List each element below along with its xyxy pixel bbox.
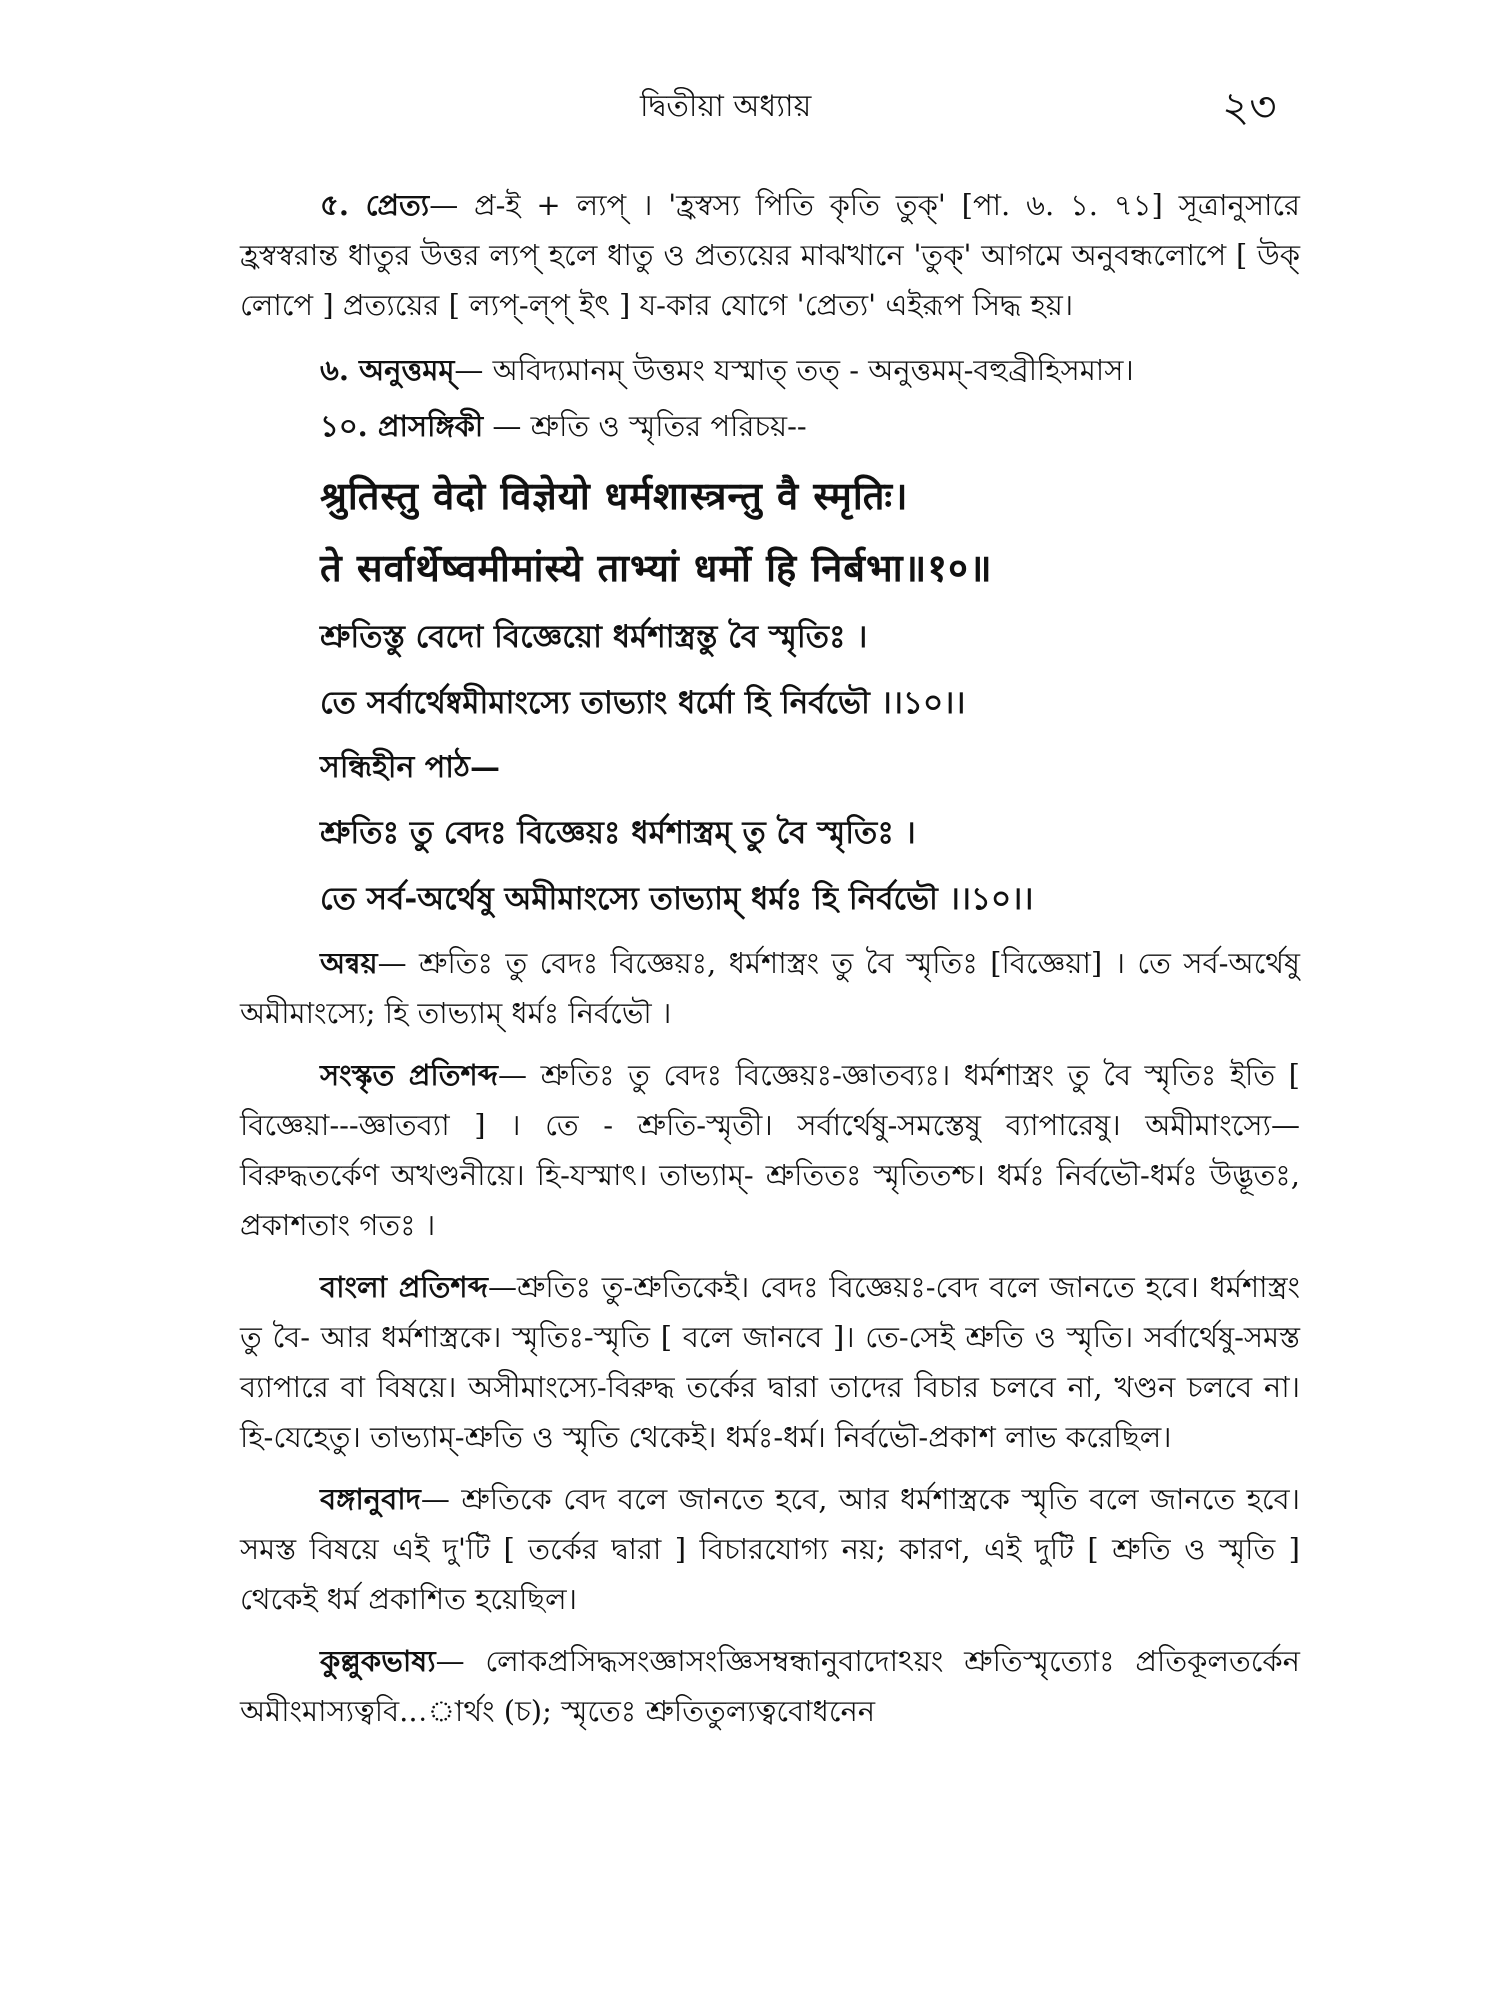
note-body: — অবিদ্যমানম্ উত্তমং যস্মাত্ তত্ - অনুত্তমম্-বহুব্রীহিসমাস। (454, 353, 1134, 387)
anvaya-term: অন্বয় (320, 946, 378, 980)
page-number: ২৩ (1222, 82, 1277, 131)
note-prasangiki (320, 398, 1300, 454)
kullukabhashya-term: কুল্লুকভাষ্য (320, 1644, 436, 1678)
anvaya-paragraph (240, 938, 1300, 1038)
note-pretya (240, 180, 1300, 330)
bangla-synonyms-term: বাংলা প্রতিশব্দ (320, 1270, 488, 1304)
kullukabhashya-paragraph (240, 1636, 1300, 1736)
translation-term: বঙ্গানুবাদ (320, 1482, 421, 1516)
sandhi-line-2: তে সর্ব-অর্থেষু অমীমাংস্যে তাভ্যাম্ ধর্মঃ হি নির্বভৌ ।।১০।। (320, 881, 1034, 917)
sanskrit-synonyms-paragraph (240, 1050, 1300, 1250)
sandhi-line-1: শ্রুতিঃ তু বেদঃ বিজ্ঞেয়ঃ ধর্মশাস্ত্রম্ তু বৈ স্মৃতিঃ । (320, 815, 916, 851)
note-body: — শ্রুতি ও স্মৃতির পরিচয়-- (483, 409, 807, 443)
verse-devanagari-line-2: ते सर्वार्थेष्वमीमांस्ये ताभ्यां धर्मो हि निर्बभा॥१०॥ (320, 545, 993, 590)
page-content (240, 180, 1300, 1748)
bangla-synonyms-body: —শ্রুতিঃ তু-শ্রুতিকেই। বেদঃ বিজ্ঞেয়ঃ-বেদ বলে জানতে হবে। ধর্মশাস্ত্রং তু বৈ- আর ধর্মশাস্ত্রকে। স্মৃতিঃ-স্মৃতি [ বলে জানবে ]। তে-সেই শ্রুতি ও স্মৃতি। সর্বার্থেষু-সমস্ত ব্যাপারে বা বিষয়ে। অসীমাংস্যে-বিরুদ্ধ তর্কের দ্বারা তাদের বিচার চলবে না, খণ্ডন চলবে না। হি-যেহেতু। তাভ্যাম্-শ্রুতি ও স্মৃতি থেকেই। ধর্মঃ-ধর্ম। নির্বভৌ-প্রকাশ লাভ করেছিল। (240, 1270, 1301, 1454)
note-term: ৬. অনুত্তমম্ (320, 353, 455, 387)
bangla-synonyms-paragraph (240, 1262, 1300, 1462)
running-head (0, 82, 1500, 131)
sandhi-heading: সন্ধিহীন পাঠ— (320, 750, 500, 785)
note-anuttamam (320, 342, 1300, 398)
sanskrit-synonyms-body: — শ্রুতিঃ তু বেদঃ বিজ্ঞেয়ঃ-জ্ঞাতব্যঃ। ধর্মশাস্ত্রং তু বৈ স্মৃতিঃ ইতি [ বিজ্ঞেয়া---জ্ঞাতব্যা ] । তে - শ্রুতি-স্মৃতী। সর্বার্থেষু-সমস্তেষু ব্যাপারেষু। অমীমাংস্যে—বিরুদ্ধতর্কেণ অখণ্ডনীয়ে। হি-যস্মাৎ। তাভ্যাম্- শ্রুতিতঃ স্মৃতিতশ্চ। ধর্মঃ নির্বভৌ-ধর্মঃ উদ্ভূতঃ, প্রকাশতাং গতঃ । (240, 1058, 1300, 1242)
kullukabhashya-body: — লোকপ্রসিদ্ধসংজ্ঞাসংজ্ঞিসম্বন্ধানুবাদোঽয়ং শ্রুতিস্মৃত্যোঃ প্রতিকূলতর্কেন অমীংমাস্যত্ববি...ার্থং (চ); স্মৃতেঃ শ্রুতিতুল্যত্ববোধনেন (240, 1644, 1300, 1728)
translation-body: — শ্রুতিকে বেদ বলে জানতে হবে, আর ধর্মশাস্ত্রকে স্মৃতি বলে জানতে হবে। সমস্ত বিষয়ে এই দু'টি [ তর্কের দ্বারা ] বিচারযোগ্য নয়; কারণ, এই দুটি [ শ্রুতি ও স্মৃতি ] থেকেই ধর্ম প্রকাশিত হয়েছিল। (240, 1482, 1300, 1616)
translation-paragraph (240, 1474, 1300, 1624)
note-term: ১০. প্রাসঙ্গিকী (320, 409, 484, 443)
note-term: ৫. প্রেত্য (320, 188, 430, 222)
verse-bengali-line-2: তে সর্বার্থেষ্বমীমাংস্যে তাভ্যাং ধর্মো হি নির্বভৌ ।।১০।। (320, 685, 966, 721)
chapter-title: দ্বিতীয়া অধ্যায় (640, 89, 812, 124)
note-body: — প্র-ই + ল্যপ্ । 'হ্রস্বস্য পিতি কৃতি তুক্' [পা. ৬. ১. ৭১] সূত্রানুসারে হ্রস্বস্বরান্ত ধাতুর উত্তর ল্যপ্ হলে ধাতু ও প্রত্যয়ের মাঝখানে 'তুক্' আগমে অনুবন্ধলোপে [ উক্ লোপে ] প্রত্যয়ের [ ল্যপ্-ল্প্ ইৎ ] য-কার যোগে 'প্রেত্য' এইরূপ সিদ্ধ হয়। (240, 188, 1300, 322)
sanskrit-synonyms-term: সংস্কৃত প্রতিশব্দ (320, 1058, 498, 1092)
verse-bengali-line-1: শ্রুতিস্তু বেদো বিজ্ঞেয়ো ধর্মশাস্ত্রন্তু বৈ স্মৃতিঃ । (320, 619, 868, 655)
verse-devanagari-line-1: श्रुतिस्तु वेदो विज्ञेयो धर्मशास्त्रन्तु वै स्मृतिः। (320, 473, 909, 518)
anvaya-body: — শ্রুতিঃ তু বেদঃ বিজ্ঞেয়ঃ, ধর্মশাস্ত্রং তু বৈ স্মৃতিঃ [বিজ্ঞেয়া] । তে সর্ব-অর্থেষু অমীমাংস্যে; হি তাভ্যাম্ ধর্মঃ নির্বভৌ । (240, 946, 1300, 1030)
